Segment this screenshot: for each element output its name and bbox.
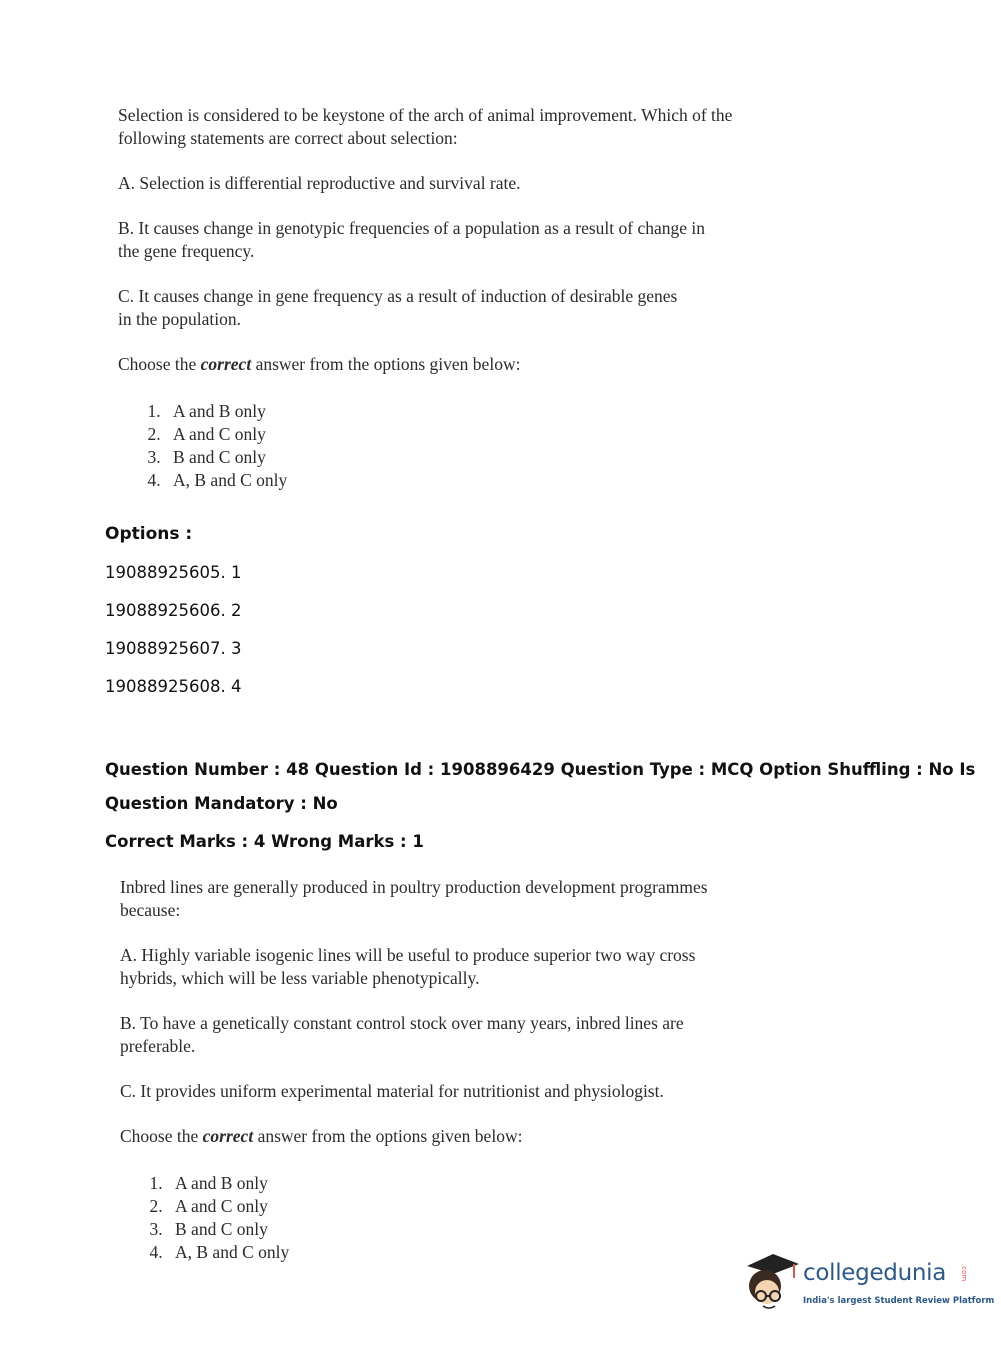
statement-b: B. To have a genetically constant control stock over many years, inbred lines are preferable.	[120, 1013, 684, 1056]
question-meta-line1: Question Number : 48 Question Id : 1908896429 Question Type : MCQ Option Shuffling : No Is	[105, 760, 976, 779]
logo-com: .com	[960, 1264, 968, 1282]
question-lead: Selection is considered to be keystone of the arch of animal improvement. Which of the following statements are correct about selection:	[118, 105, 733, 148]
choice-item: 3. B and C only	[165, 446, 738, 469]
statement-a: A. Highly variable isogenic lines will be useful to produce superior two way cross hybrids, which will be less variable phenotypically.	[120, 945, 696, 988]
logo-wordmark: collegedunia	[803, 1260, 947, 1286]
choice-item: 3. B and C only	[167, 1218, 760, 1241]
option-2: 19088925606. 2	[105, 601, 242, 620]
choice-item: 2. A and C only	[165, 423, 738, 446]
choose-instruction: Choose the correct answer from the options given below:	[118, 354, 521, 374]
choice-item: 4. A, B and C only	[167, 1241, 760, 1264]
statement-a: A. Selection is differential reproductive and survival rate.	[118, 173, 521, 193]
choice-item: 2. A and C only	[167, 1195, 760, 1218]
logo-tagline: India's largest Student Review Platform	[803, 1296, 995, 1306]
question-lead: Inbred lines are generally produced in poultry production development programmes because:	[120, 877, 708, 920]
mascot-icon	[743, 1250, 801, 1320]
statement-c: C. It causes change in gene frequency as a result of induction of desirable genes in the population.	[118, 286, 678, 329]
collegedunia-logo	[743, 1250, 995, 1320]
statement-b: B. It causes change in genotypic frequencies of a population as a result of change in the gene frequency.	[118, 218, 706, 261]
choice-item: 1. A and B only	[167, 1172, 760, 1195]
choose-instruction: Choose the correct answer from the options given below:	[120, 1126, 523, 1146]
question-47-body	[118, 104, 738, 492]
question-meta-line2: Question Mandatory : No	[105, 794, 338, 813]
choice-list	[120, 1172, 760, 1264]
choice-item: 1. A and B only	[165, 400, 738, 423]
option-4: 19088925608. 4	[105, 677, 242, 696]
choice-list	[118, 400, 738, 492]
choice-item: 4. A, B and C only	[165, 469, 738, 492]
option-3: 19088925607. 3	[105, 639, 242, 658]
options-title: Options :	[105, 524, 193, 544]
statement-c: C. It provides uniform experimental material for nutritionist and physiologist.	[120, 1081, 664, 1101]
option-1: 19088925605. 1	[105, 563, 242, 582]
question-48-body	[120, 876, 760, 1264]
question-marks: Correct Marks : 4 Wrong Marks : 1	[105, 832, 424, 851]
